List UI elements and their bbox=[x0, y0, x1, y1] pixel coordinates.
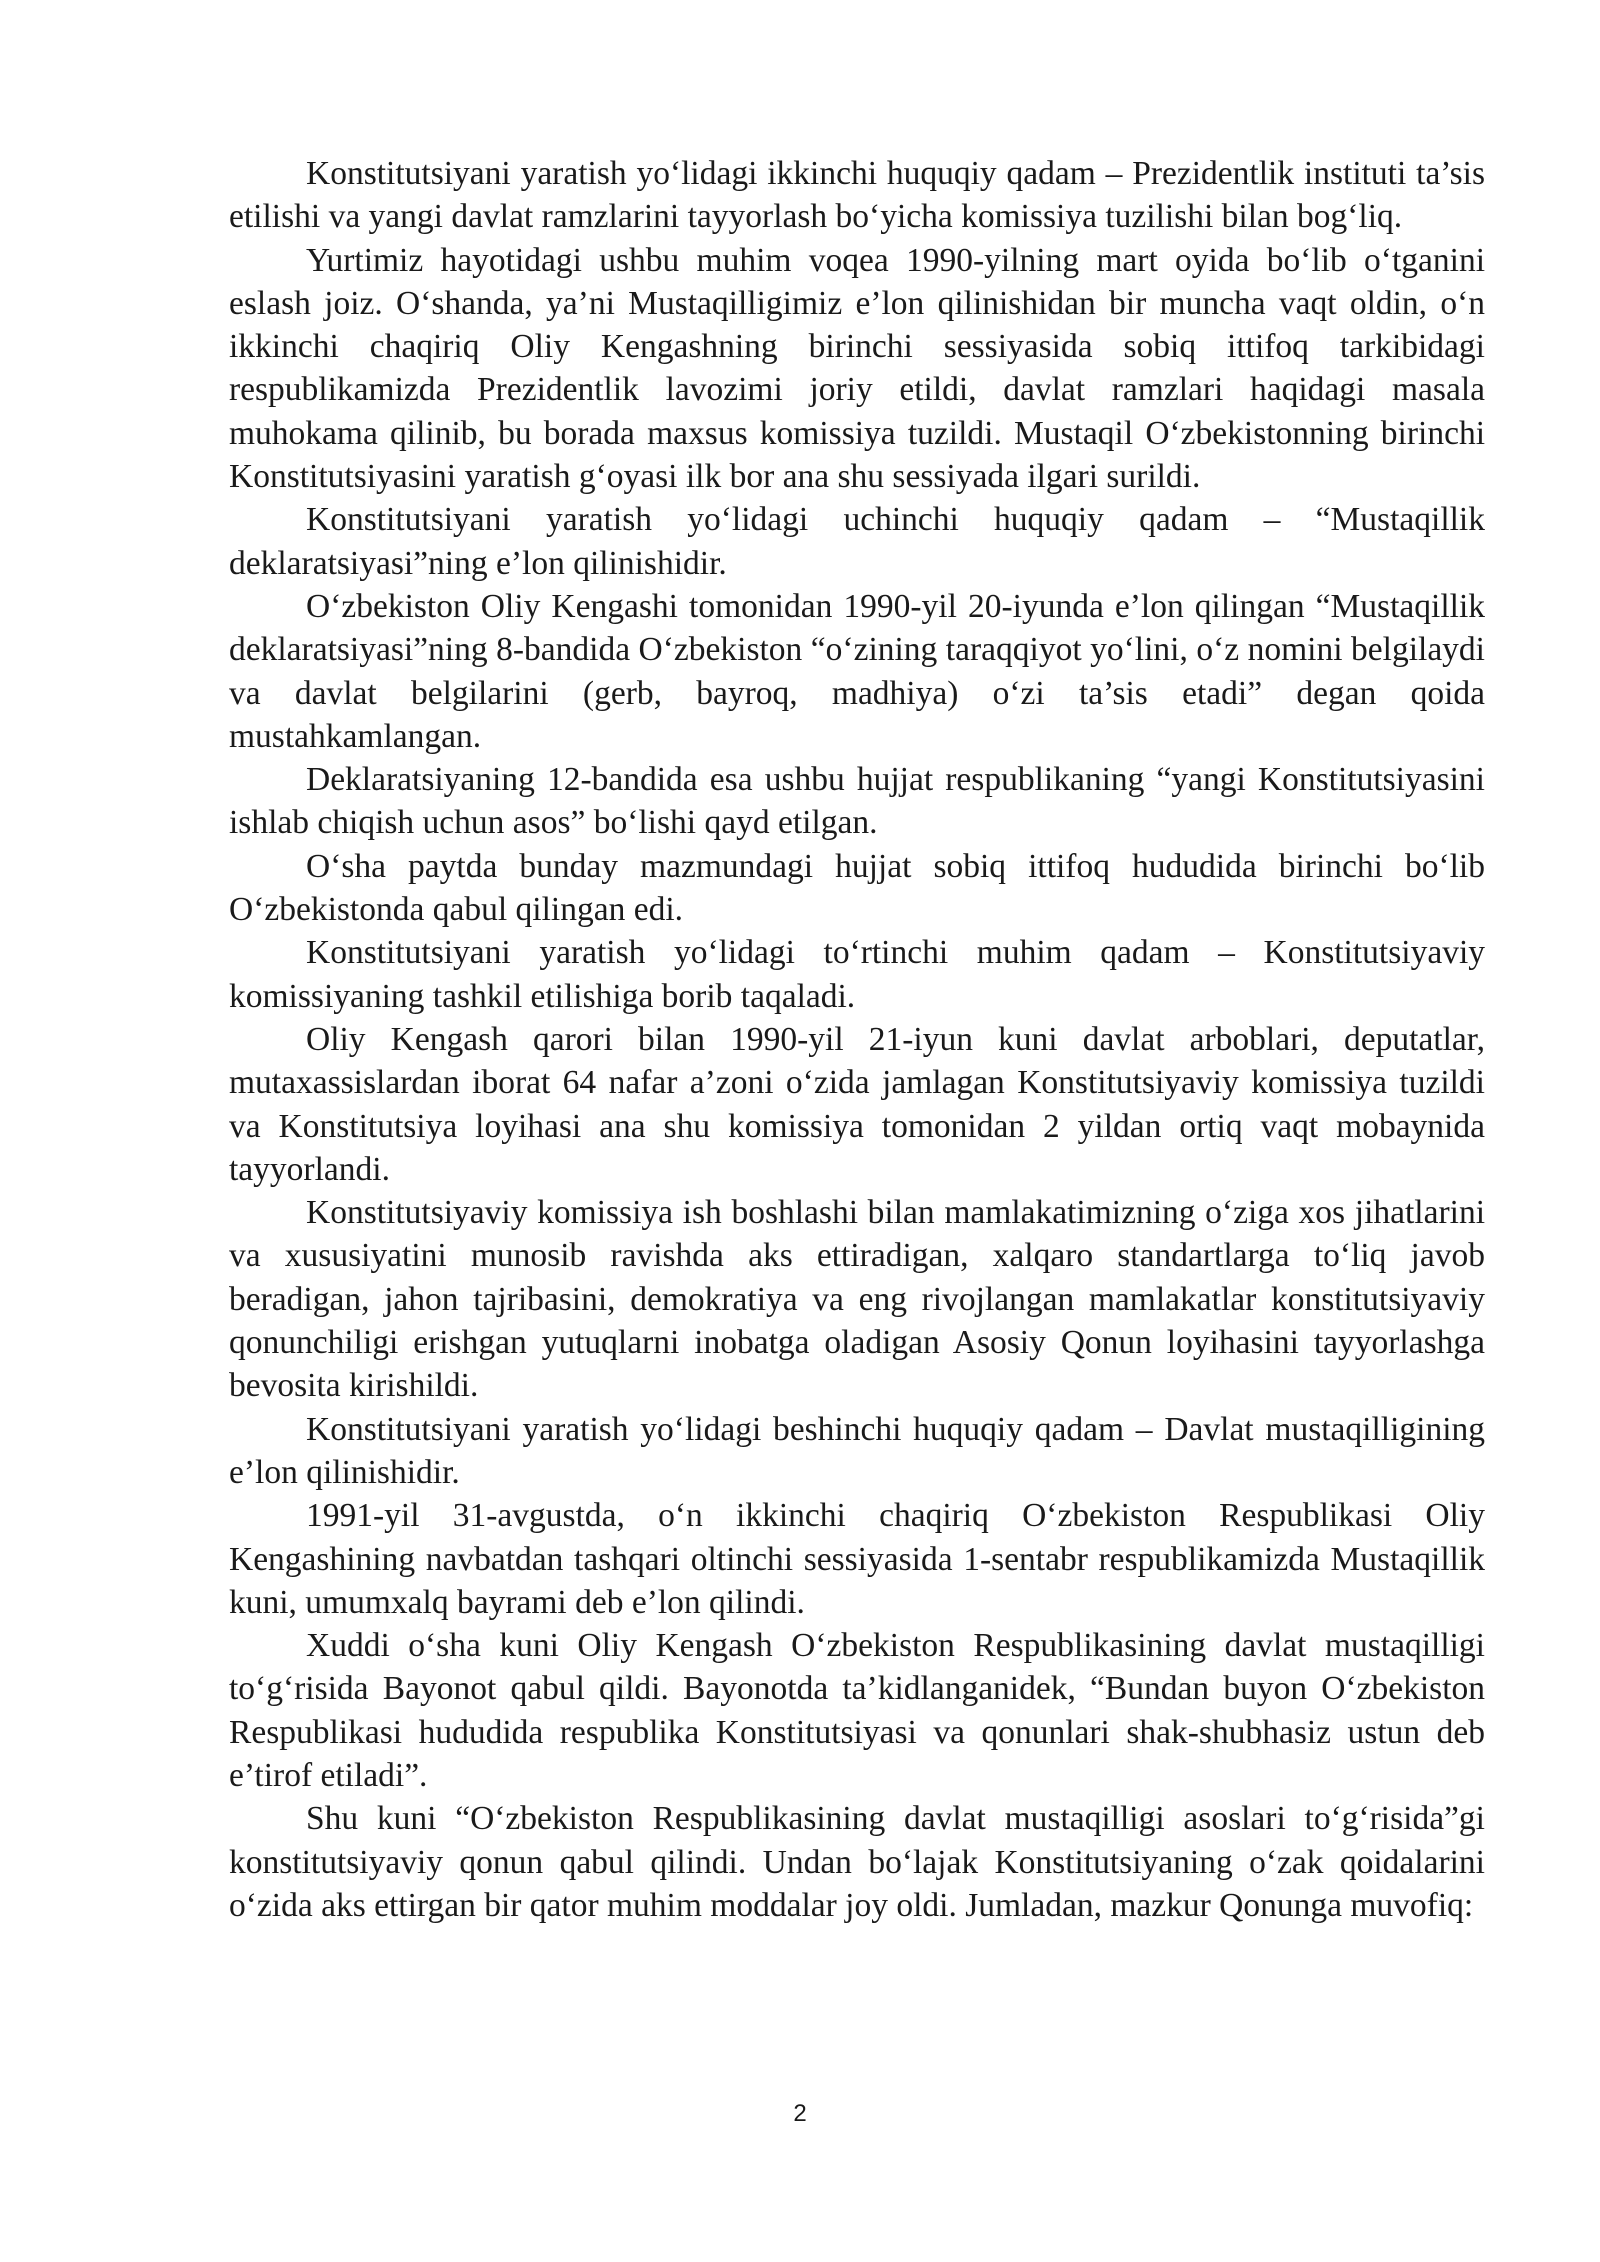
paragraph: Yurtimiz hayotidagi ushbu muhim voqea 1990-yilning mart oyida bo‘lib o‘tganini eslash joiz. O‘shanda, ya’ni Mustaqilligimiz e’lon qilinishidan bir muncha vaqt oldin, o‘n ikkinchi chaqiriq Oliy Kengashning birinchi sessiyasida sobiq ittifoq tarkibidagi respublikamizda Prezidentlik lavozimi joriy etildi, davlat ramzlari haqidagi masala muhokama qilinib, bu borada maxsus komissiya tuzildi. Mustaqil O‘zbekistonning birinchi Konstitutsiyasini yaratish g‘oyasi ilk bor ana shu sessiyada ilgari surildi. bbox=[229, 241, 1485, 496]
paragraph: Konstitutsiyani yaratish yo‘lidagi to‘rtinchi muhim qadam – Konstitutsiyaviy komissiyaning tashkil etilishiga borib taqaladi. bbox=[229, 934, 1485, 1015]
page-number: 2 bbox=[793, 2100, 807, 2127]
paragraph: 1991-yil 31-avgustda, o‘n ikkinchi chaqiriq O‘zbekiston Respublikasi Oliy Kengashining navbatdan tashqari oltinchi sessiyasida 1-sentabr respublikamizda Mustaqillik kuni, umumxalq bayrami deb e’lon qilindi. bbox=[229, 1497, 1485, 1621]
paragraph: Konstitutsiyaviy komissiya ish boshlashi bilan mamlakatimizning o‘ziga xos jihatlarini va xususiyatini munosib ravishda aks ettiradigan, xalqaro standartlarga to‘liq javob beradigan, jahon tajribasini, demokratiya va eng rivojlangan mamlakatlar konstitutsiyaviy qonunchiligi erishgan yutuqlarni inobatga oladigan Asosiy Qonun loyihasini tayyorlashga bevosita kirishildi. bbox=[229, 1194, 1485, 1405]
paragraph: O‘zbekiston Oliy Kengashi tomonidan 1990-yil 20-iyunda e’lon qilingan “Mustaqillik deklaratsiyasi”ning 8-bandida O‘zbekiston “o‘zining taraqqiyot yo‘lini, o‘z nomini belgilaydi va davlat belgilarini (gerb, bayroq, madhiya) o‘zi ta’sis etadi” degan qoida mustahkamlangan. bbox=[229, 587, 1485, 755]
paragraph: Oliy Kengash qarori bilan 1990-yil 21-iyun kuni davlat arboblari, deputatlar, mutaxassislardan iborat 64 nafar a’zoni o‘zida jamlagan Konstitutsiyaviy komissiya tuzildi va Konstitutsiya loyihasi ana shu komissiya tomonidan 2 yildan ortiq vaqt mobaynida tayyorlandi. bbox=[229, 1020, 1485, 1188]
paragraph: Konstitutsiyani yaratish yo‘lidagi ikkinchi huquqiy qadam – Prezidentlik instituti ta’sis etilishi va yangi davlat ramzlarini tayyorlash bo‘yicha komissiya tuzilishi bilan bog‘liq. bbox=[229, 155, 1485, 236]
paragraph: Xuddi o‘sha kuni Oliy Kengash O‘zbekiston Respublikasining davlat mustaqilligi to‘g‘risida Bayonot qabul qildi. Bayonotda ta’kidlanganidek, “Bundan buyon O‘zbekiston Respublikasi hududida respublika Konstitutsiyasi va qonunlari shak-shubhasiz ustun deb e’tirof etiladi”. bbox=[229, 1627, 1485, 1794]
paragraph: Deklaratsiyaning 12-bandida esa ushbu hujjat respublikaning “yangi Konstitutsiyasini ishlab chiqish uchun asos” bo‘lishi qayd etilgan. bbox=[229, 761, 1485, 842]
paragraph: Konstitutsiyani yaratish yo‘lidagi beshinchi huquqiy qadam – Davlat mustaqilligining e’lon qilinishidir. bbox=[229, 1410, 1485, 1491]
paragraph: Konstitutsiyani yaratish yo‘lidagi uchinchi huquqiy qadam – “Mustaqillik deklaratsiyasi”ning e’lon qilinishidir. bbox=[229, 501, 1485, 582]
paragraph: Shu kuni “O‘zbekiston Respublikasining davlat mustaqilligi asoslari to‘g‘risida”gi konstitutsiyaviy qonun qabul qilindi. Undan bo‘lajak Konstitutsiyaning o‘zak qoidalarini o‘zida aks ettirgan bir qator muhim moddalar joy oldi. Jumladan, mazkur Qonunga muvofiq: bbox=[229, 1800, 1485, 1924]
body-text bbox=[229, 152, 1485, 1927]
paragraph: O‘sha paytda bunday mazmundagi hujjat sobiq ittifoq hududida birinchi bo‘lib O‘zbekistonda qabul qilingan edi. bbox=[229, 847, 1485, 929]
